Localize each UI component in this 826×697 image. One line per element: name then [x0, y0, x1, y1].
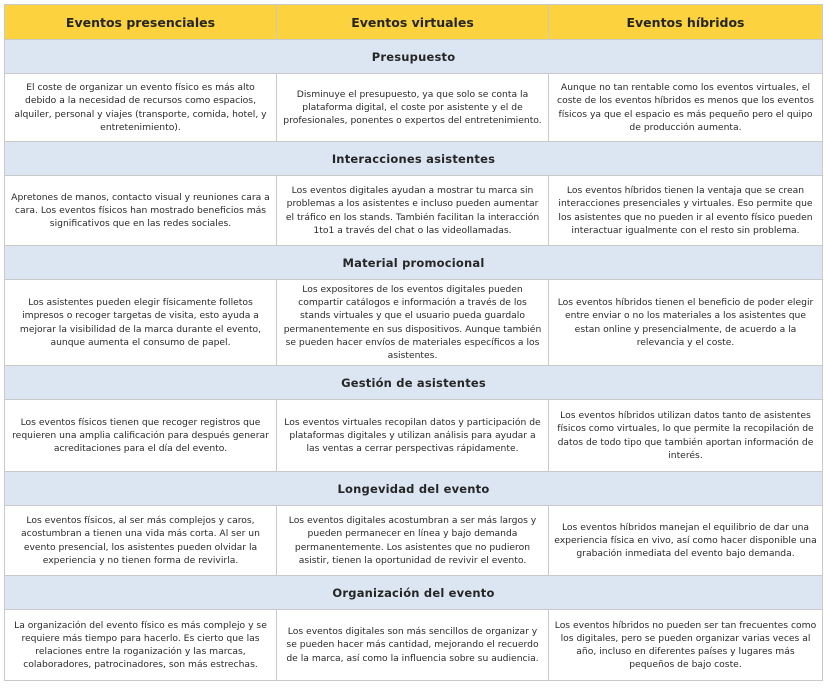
- column-header-virtuales: Eventos virtuales: [277, 5, 549, 40]
- column-header-hibridos: Eventos híbridos: [549, 5, 823, 40]
- section-row-interacciones: [5, 142, 823, 176]
- section-title: Longevidad del evento: [5, 472, 823, 506]
- table-row: [5, 506, 823, 576]
- table-row: [5, 280, 823, 366]
- column-header-presenciales: Eventos presenciales: [5, 5, 277, 40]
- section-title: Organización del evento: [5, 576, 823, 610]
- section-title: Gestión de asistentes: [5, 366, 823, 400]
- section-row-gestion: [5, 366, 823, 400]
- header-row: [5, 5, 823, 40]
- section-row-organizacion: [5, 576, 823, 610]
- comparison-table: [4, 4, 823, 681]
- table-cell: El coste de organizar un evento físico es más alto debido a la necesidad de recursos como espacios, alquiler, personal y viajes (transporte, comida, hotel, y entretenimiento).: [5, 74, 277, 142]
- table-cell: Los eventos físicos tienen que recoger registros que requieren una amplia calificación para después generar acreditaciones para el día del evento.: [5, 400, 277, 472]
- section-title: Presupuesto: [5, 40, 823, 74]
- table-cell: Los eventos híbridos manejan el equilibrio de dar una experiencia física en vivo, así como hacer disponible una grabación inmediata del evento bajo demanda.: [549, 506, 823, 576]
- table-cell: Los eventos virtuales recopilan datos y participación de plataformas digitales y utilizan análisis para ayudar a las ventas a cerrar perspectivas rápidamente.: [277, 400, 549, 472]
- table-row: [5, 610, 823, 681]
- table-cell: Los eventos físicos, al ser más complejos y caros, acostumbran a tienen una vida más corta. Al ser un evento presencial, los asistentes pueden olvidar la experiencia y no tienen forma de revivirla.: [5, 506, 277, 576]
- table-row: [5, 176, 823, 246]
- section-row-longevidad: [5, 472, 823, 506]
- table-cell: Los eventos híbridos tienen la ventaja que se crean interacciones presenciales y virtuales. Eso permite que los asistentes que no pueden ir al evento físico pueden interactuar igualmente con el resto sin problema.: [549, 176, 823, 246]
- table-cell: Los eventos digitales ayudan a mostrar tu marca sin problemas a los asistentes e incluso pueden aumentar el tráfico en los stands. También facilitan la interacción 1to1 a través del chat o las videollamadas.: [277, 176, 549, 246]
- table-cell: Aunque no tan rentable como los eventos virtuales, el coste de los eventos híbridos es menos que los eventos físicos ya que el espacio es más pequeño pero el quipo de producción aumenta.: [549, 74, 823, 142]
- section-title: Material promocional: [5, 246, 823, 280]
- table-cell: Los eventos híbridos utilizan datos tanto de asistentes físicos como virtuales, lo que permite la recopilación de datos de todo tipo que también aportan información de interés.: [549, 400, 823, 472]
- table-cell: Los expositores de los eventos digitales pueden compartir catálogos e información a través de los stands virtuales y que el usuario pueda guardalo permanentemente en sus dispositivos. Aunque también se pueden hacer envíos de materiales específicos a los asistentes.: [277, 280, 549, 366]
- table-row: [5, 74, 823, 142]
- table-cell: Los eventos digitales acostumbran a ser más largos y pueden permanecer en línea y bajo demanda permanentemente. Los asistentes que no pudieron asistir, tienen la oportunidad de revivir el evento.: [277, 506, 549, 576]
- table-cell: Los eventos híbridos no pueden ser tan frecuentes como los digitales, pero se pueden organizar varias veces al año, incluso en diferentes países y lugares más pequeños de bajo coste.: [549, 610, 823, 681]
- table-cell: Los eventos híbridos tienen el beneficio de poder elegir entre enviar o no los materiales a los asistentes que estan online y presencialmente, de acuerdo a la relevancia y el coste.: [549, 280, 823, 366]
- table-row: [5, 400, 823, 472]
- section-row-presupuesto: [5, 40, 823, 74]
- section-row-material: [5, 246, 823, 280]
- table-cell: Los asistentes pueden elegir físicamente folletos impresos o recoger targetas de visita, esto ayuda a mejorar la visibilidad de la marca durante el evento, aunque aumenta el consumo de papel.: [5, 280, 277, 366]
- section-title: Interacciones asistentes: [5, 142, 823, 176]
- table-cell: Disminuye el presupuesto, ya que solo se conta la plataforma digital, el coste por asistente y el de profesionales, ponentes o expertos del entretenimiento.: [277, 74, 549, 142]
- table-cell: La organización del evento físico es más complejo y se requiere más tiempo para hacerlo. Es cierto que las relaciones entre la roganización y las marcas, colaboradores, patrocinadores, son más estrechas.: [5, 610, 277, 681]
- table-cell: Apretones de manos, contacto visual y reuniones cara a cara. Los eventos físicos han mostrado beneficios más significativos que en las redes sociales.: [5, 176, 277, 246]
- table-cell: Los eventos digitales son más sencillos de organizar y se pueden hacer más cantidad, mejorando el recuerdo de la marca, así como la influencia sobre su audiencia.: [277, 610, 549, 681]
